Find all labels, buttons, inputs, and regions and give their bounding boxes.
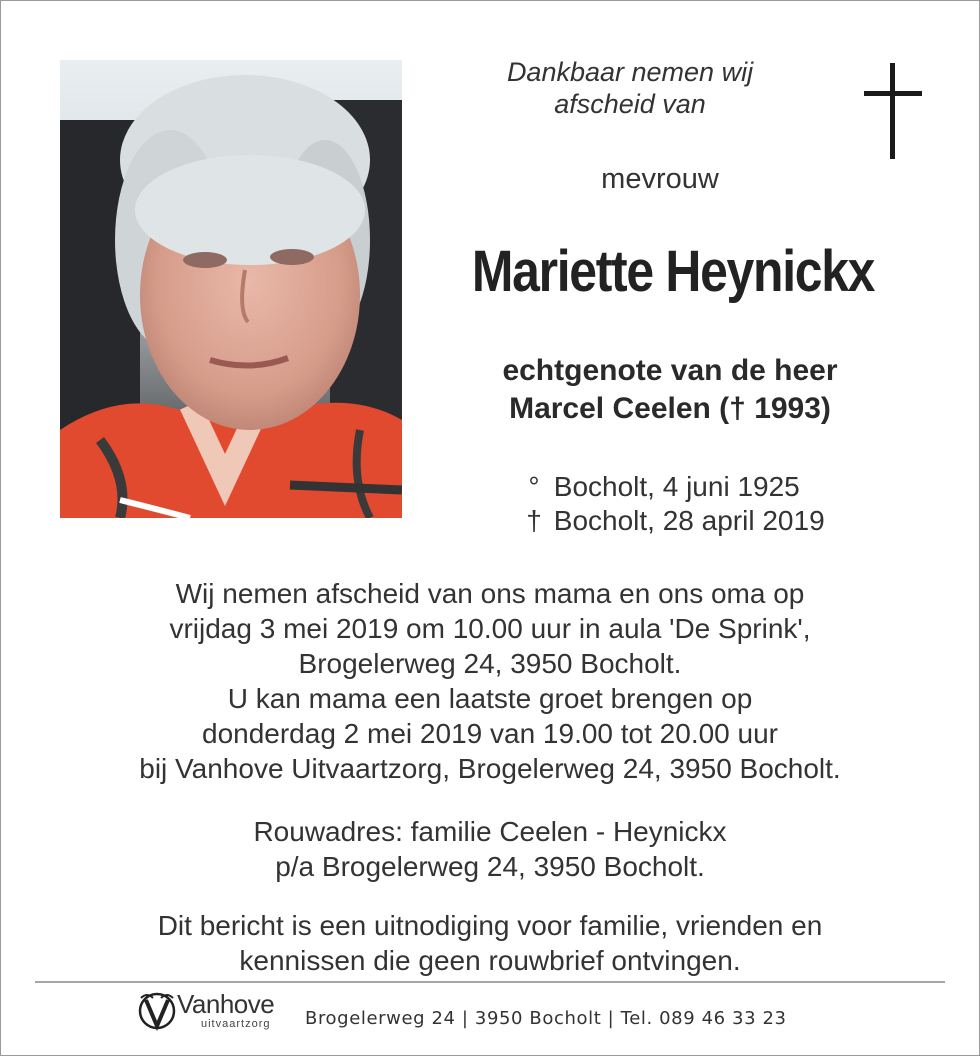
mourning-address bbox=[40, 814, 940, 884]
honorific: mevrouw bbox=[601, 163, 719, 195]
spouse-line-2: Marcel Ceelen († 1993) bbox=[509, 392, 831, 425]
address-line: p/a Brogelerweg 24, 3950 Bocholt. bbox=[275, 851, 705, 882]
address-line: Rouwadres: familie Ceelen - Heynickx bbox=[253, 816, 727, 847]
note-line: Dit bericht is een uitnodiging voor familie, vrienden en bbox=[157, 910, 823, 941]
body-line: vrijdag 3 mei 2019 om 10.00 uur in aula 'De Sprink', bbox=[169, 613, 811, 644]
spouse-line-1: echtgenote van de heer bbox=[502, 354, 838, 387]
note-line: kennissen die geen rouwbrief ontvingen. bbox=[239, 945, 741, 976]
body-line: Wij nemen afscheid van ons mama en ons oma op bbox=[175, 578, 805, 609]
body-line: Brogelerweg 24, 3950 Bocholt. bbox=[298, 648, 682, 679]
life-dates bbox=[500, 470, 860, 538]
invitation-note bbox=[40, 908, 940, 978]
death-date: Bocholt, 28 april 2019 bbox=[553, 505, 825, 536]
logo-emblem-icon bbox=[137, 988, 177, 1032]
logo-brand: Vanhove bbox=[177, 989, 275, 1019]
spouse-info bbox=[430, 352, 910, 428]
ceremony-text bbox=[40, 576, 940, 786]
portrait-photo bbox=[60, 60, 402, 518]
vanhove-logo bbox=[137, 986, 297, 1038]
footer-divider bbox=[35, 981, 945, 983]
cross-icon bbox=[864, 63, 922, 159]
death-date-row bbox=[500, 504, 860, 538]
footer-contact: Brogelerweg 24 | 3950 Bocholt | Tel. 089 46 33 23 bbox=[305, 1008, 787, 1029]
body-line: bij Vanhove Uitvaartzorg, Brogelerweg 24, 3950 Bocholt. bbox=[139, 753, 841, 784]
deceased-name: Mariette Heynickx bbox=[471, 239, 875, 304]
intro-line-2: afscheid van bbox=[554, 89, 706, 119]
body-line: donderdag 2 mei 2019 van 19.00 tot 20.00 uur bbox=[202, 718, 778, 749]
death-symbol: † bbox=[526, 505, 542, 536]
birth-date-row bbox=[500, 470, 860, 504]
logo-subtitle: uitvaartzorg bbox=[201, 1018, 271, 1030]
body-line: U kan mama een laatste groet brengen op bbox=[227, 683, 753, 714]
birth-symbol: ° bbox=[528, 471, 540, 502]
intro-text bbox=[470, 56, 790, 120]
intro-line-1: Dankbaar nemen wij bbox=[506, 57, 754, 87]
birth-date: Bocholt, 4 juni 1925 bbox=[553, 471, 800, 502]
